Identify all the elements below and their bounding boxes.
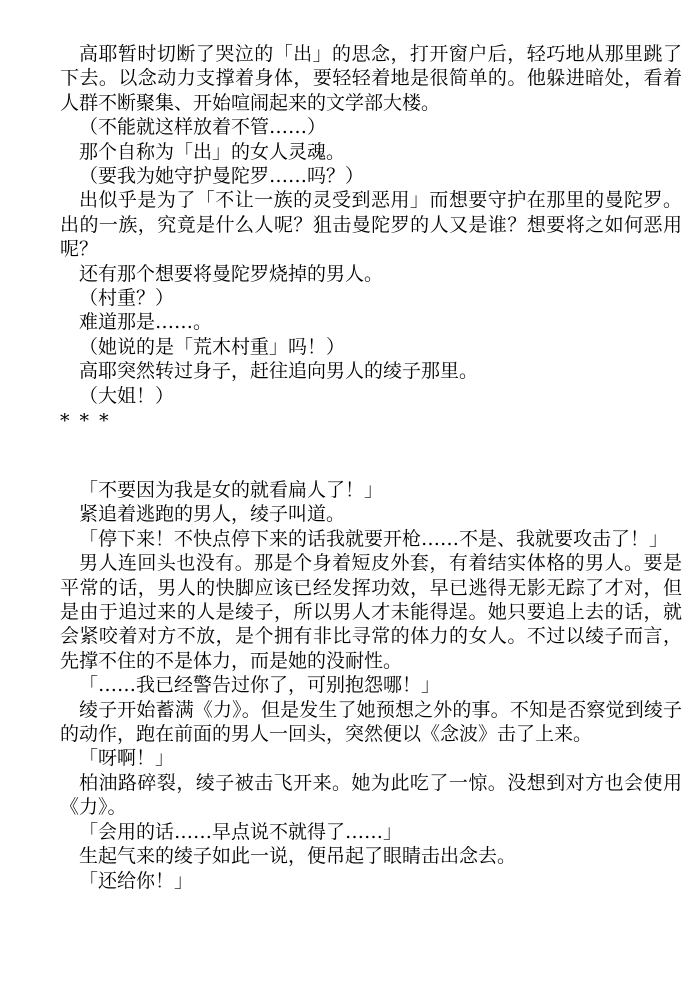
- paragraph: 「呀啊！」: [79, 747, 175, 770]
- paragraph: 生起气来的绫子如此一说，便吊起了眼睛击出念去。: [79, 845, 517, 868]
- paragraph: 难道那是……。: [79, 311, 213, 334]
- paragraph: 还有那个想要将曼陀罗烧掉的男人。: [79, 262, 384, 285]
- paragraph: （她说的是「荒木村重」吗！）: [79, 335, 346, 358]
- paragraph: （大姐！）: [79, 384, 175, 407]
- paragraph: 紧追着逃跑的男人，绫子叫道。: [79, 503, 346, 526]
- paragraph: 「不要因为我是女的就看扁人了！」: [79, 479, 384, 501]
- paragraph: （村重？）: [79, 287, 175, 310]
- paragraph: 出似乎是为了「不让一族的灵受到恶用」而想要守护在那里的曼陀罗。出的一族，究竟是什么人呢？狙击曼陀罗的人又是谁？想要将之如何恶用呢？: [60, 189, 682, 261]
- paragraph: 高耶暂时切断了哭泣的「出」的思念，打开窗户后，轻巧地从那里跳了下去。以念动力支撑着身体，要轻轻着地是很简单的。他躲进暗处，看着人群不断聚集、开始喧闹起来的文学部大楼。: [60, 43, 682, 114]
- paragraph: 「会用的话……早点说不就得了……」: [79, 820, 403, 843]
- section-two: [60, 478, 682, 893]
- paragraph: 那个自称为「出」的女人灵魂。: [79, 140, 346, 163]
- paragraph: 绫子开始蓄满《力》。但是发生了她预想之外的事。不知是否察觉到绫子的动作，跑在前面的男人一回头，突然便以《念波》击了上来。: [60, 698, 682, 746]
- paragraph: （不能就这样放着不管……）: [79, 116, 327, 139]
- paragraph: 「……我已经警告过你了，可别抱怨哪！」: [79, 674, 441, 697]
- section-separator: * * *: [60, 410, 111, 432]
- paragraph: 柏油路碎裂，绫子被击飞开来。她为此吃了一惊。没想到对方也会使用《力》。: [60, 771, 682, 819]
- paragraph: （要我为她守护曼陀罗……吗？）: [79, 165, 365, 188]
- paragraph: 高耶突然转过身子，赶往追向男人的绫子那里。: [79, 360, 479, 383]
- section-one: [60, 42, 682, 408]
- paragraph: 「停下来！不快点停下来的话我就要开枪……不是、我就要攻击了！」: [79, 527, 669, 550]
- paragraph: 「还给你！」: [79, 869, 194, 892]
- paragraph: 男人连回头也没有。那是个身着短皮外套，有着结实体格的男人。要是平常的话，男人的快脚应该已经发挥功效，早已逃得无影无踪了才对，但是由于追过来的人是绫子，所以男人才未能得逞。她只要追上去的话，就会紧咬着对方不放，是个拥有非比寻常的体力的女人。不过以绫子而言，先撑不住的不是体力，而是她的没耐性。: [60, 552, 682, 672]
